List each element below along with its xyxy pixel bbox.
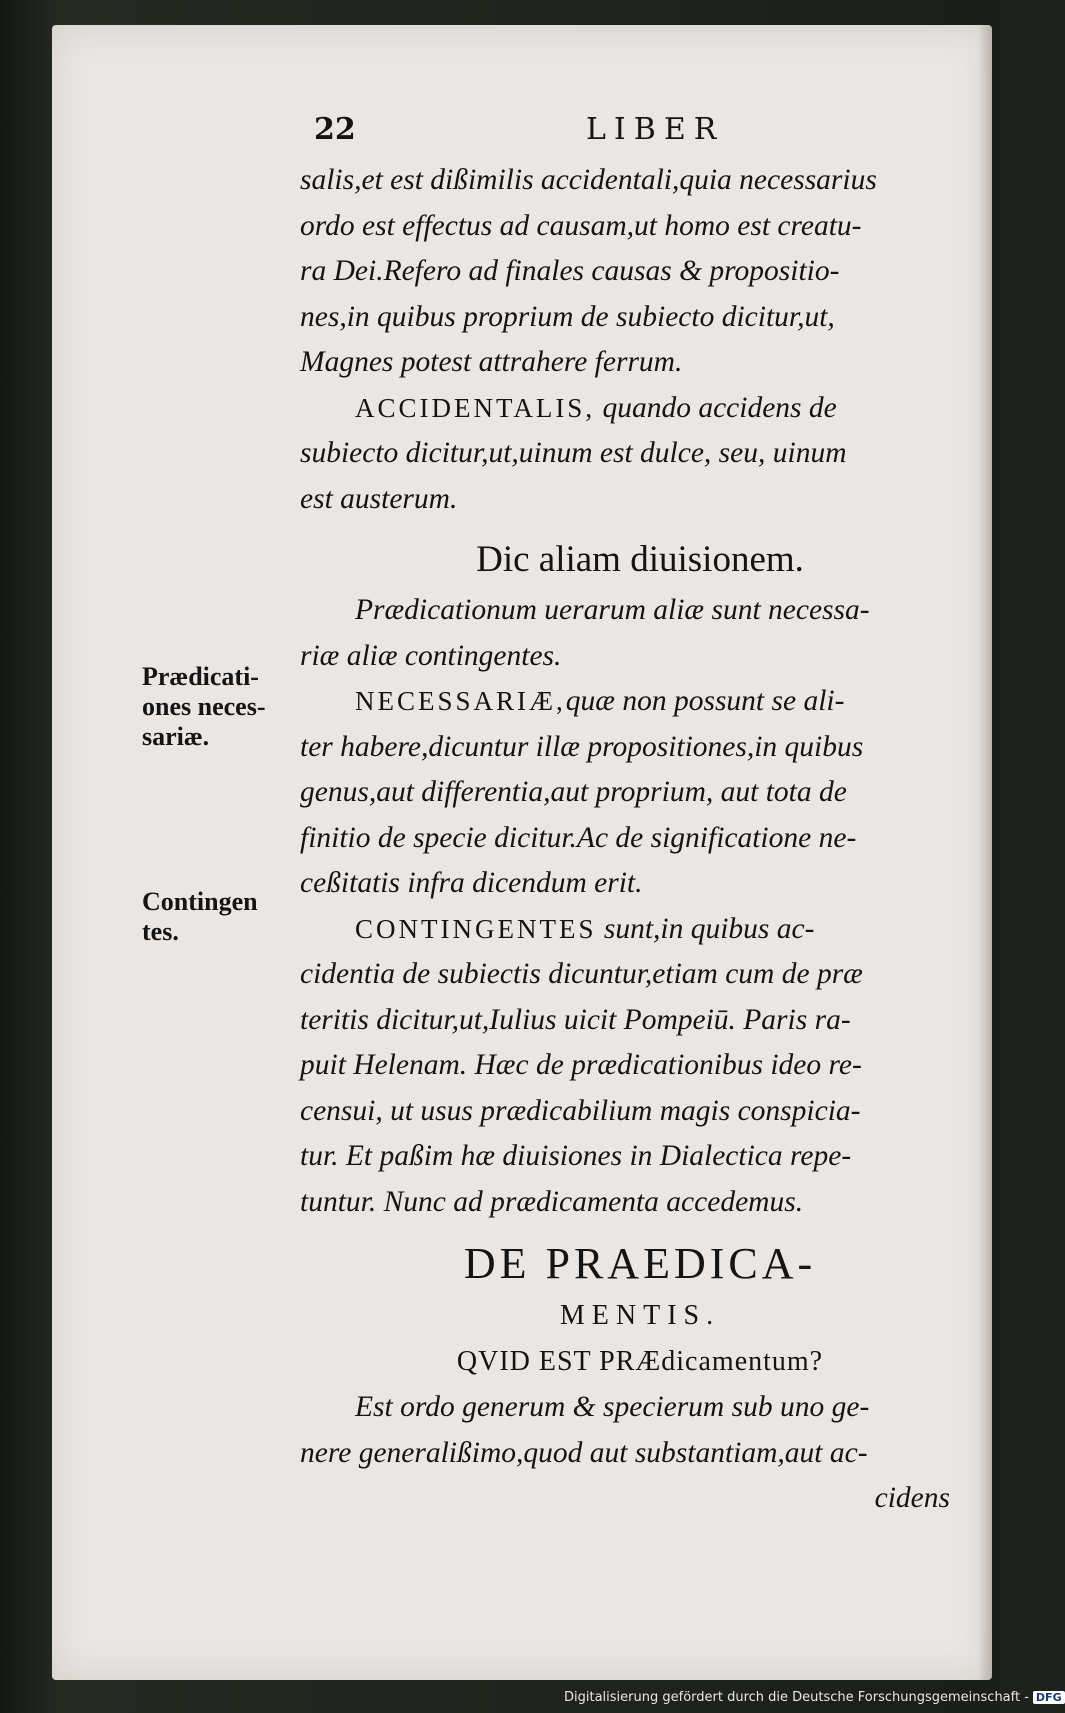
text-line: Magnes potest attrahere ferrum.: [300, 346, 683, 378]
paragraph-accidentalis: [300, 386, 980, 523]
text-line: Prædicationum uerarum aliæ sunt necessa-: [355, 594, 870, 626]
digitization-footer: [564, 1690, 1065, 1710]
text-line: genus,aut differentia,aut proprium, aut tota de: [300, 776, 847, 808]
text-line: nes,in quibus proprium de subiecto dicitur,ut,: [300, 300, 835, 333]
page-number: 22: [314, 112, 356, 147]
text-line: censui, ut usus prædicabilium magis conspicia-: [300, 1094, 861, 1127]
text-line: riæ aliæ contingentes.: [300, 639, 562, 672]
text-line: ordo est effectus ad causam,ut homo est creatu-: [300, 209, 862, 242]
paragraph-necessariae: [300, 679, 980, 907]
text-line: ra Dei.Refero ad finales causas & propositio-: [300, 255, 840, 287]
text-line: salis,et est dißimilis accidentali,quia necessarius: [300, 164, 877, 196]
text-line: quæ non possunt se ali-: [565, 685, 845, 717]
question-heading: QVID EST PRÆdicamentum?: [456, 1346, 824, 1377]
chapter-heading: DE PRAEDICA-: [463, 1239, 817, 1288]
paragraph-answer: [300, 1385, 980, 1476]
bleed-through-text: [142, 310, 282, 340]
margin-note-line: ones neces-: [142, 692, 266, 721]
text-line: tuntur. Nunc ad prædicamenta accedemus.: [300, 1185, 804, 1218]
text-line: subiecto dicitur,ut,uinum est dulce, seu, uinum: [300, 437, 847, 469]
text-line: teritis dicitur,ut,Iulius uicit Pompeiū. Paris ra-: [300, 1003, 851, 1036]
catchword: cidens: [874, 1482, 950, 1514]
chapter-heading-continued: MENTIS.: [559, 1300, 721, 1331]
caps-term: CONTINGENTES: [355, 913, 597, 944]
text-line: sunt,in quibus ac-: [603, 912, 815, 945]
margin-note-line: Prædicati-: [142, 662, 259, 691]
page-body-text: [300, 158, 980, 1522]
footer-text: Digitalisierung gefördert durch die Deutsche Forschungsgemeinschaft -: [564, 1690, 1029, 1705]
text-line: puit Helenam. Hæc de prædicationibus ideo re-: [300, 1049, 862, 1081]
text-line: quando accidens de: [602, 391, 837, 424]
margin-note-necessariae: [142, 662, 292, 752]
dfg-logo-icon: DFG: [1033, 1691, 1065, 1704]
caps-term: NECESSARIÆ,: [355, 686, 566, 716]
caps-term: ACCIDENTALIS,: [355, 392, 596, 423]
text-line: nere generalißimo,quod aut substantiam,aut ac-: [300, 1436, 868, 1469]
paragraph-contingentes: [300, 907, 980, 1226]
paragraph-continuation: [300, 158, 980, 386]
section-heading: Dic aliam diuisionem.: [476, 539, 804, 580]
margin-note-line: tes.: [142, 917, 179, 946]
text-line: est austerum.: [300, 482, 458, 515]
running-header: [314, 112, 784, 152]
text-line: finitio de specie dicitur.Ac de significatione ne-: [300, 821, 857, 854]
margin-note-contingentes: [142, 887, 292, 947]
page-edge-shadow: [978, 25, 992, 1680]
text-line: ter habere,dicuntur illæ propositiones,in quibus: [300, 730, 864, 763]
text-line: cidentia de subiectis dicuntur,etiam cum de præ: [300, 958, 863, 990]
text-line: tur. Et paßim hæ diuisiones in Dialectica repe-: [300, 1140, 852, 1172]
text-line: ceßitatis infra dicendum erit.: [300, 867, 643, 899]
margin-note-line: Contingen: [142, 887, 258, 916]
running-title: LIBER: [586, 112, 725, 147]
text-line: Est ordo generum & specierum sub uno ge-: [355, 1391, 870, 1423]
margin-note-line: sariæ.: [142, 722, 210, 751]
paragraph-praedicationum: [300, 588, 980, 679]
